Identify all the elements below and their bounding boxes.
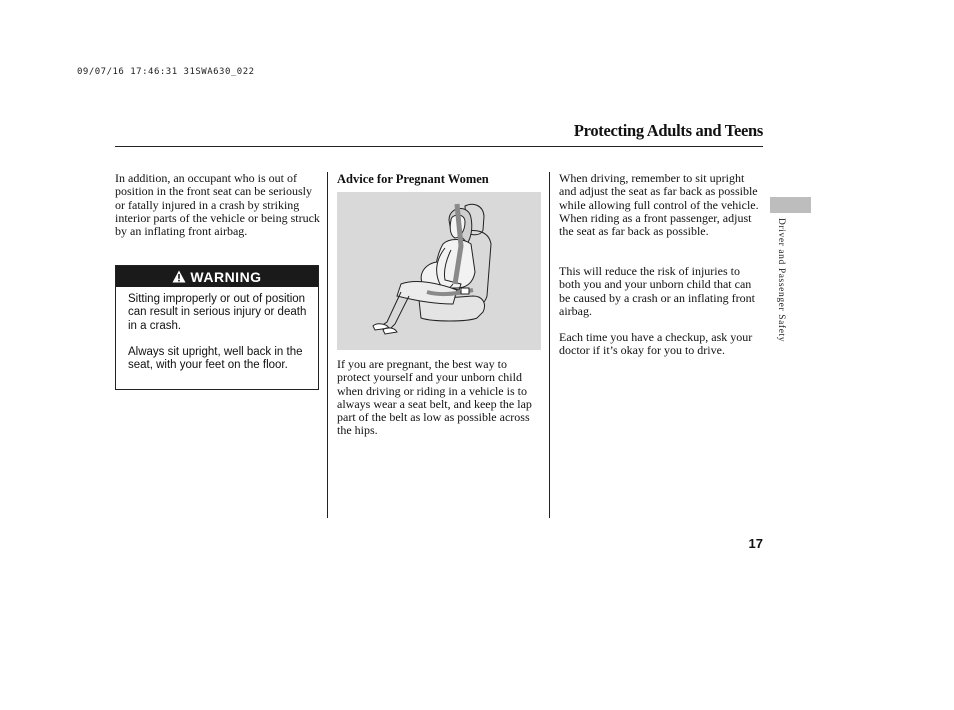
- page-number: 17: [748, 536, 763, 551]
- title-rule: [115, 146, 763, 147]
- warning-header: [116, 266, 318, 287]
- checkup-paragraph: Each time you have a checkup, ask your doctor if it’s okay for you to drive.: [559, 330, 753, 358]
- warning-text: [116, 293, 318, 372]
- column-divider-2: [549, 172, 550, 518]
- warning-box: [115, 265, 319, 390]
- section-heading: Advice for Pregnant Women: [337, 172, 489, 186]
- warning-label: WARNING: [190, 268, 262, 285]
- column-divider-1: [327, 172, 328, 518]
- intro-paragraph: In addition, an occupant who is out of position in the front seat can be seriously or fatally injured in a crash by striking interior parts of the vehicle or being struck by an inflating front airbag.: [115, 171, 320, 239]
- warning-triangle-icon: [172, 270, 186, 283]
- warning-paragraph: Sitting improperly or out of position can result in serious injury or death in a crash.: [128, 293, 307, 332]
- pregnant-woman-seatbelt-illustration: [337, 192, 541, 350]
- print-stamp: 09/07/16 17:46:31 31SWA630_022: [77, 67, 255, 77]
- section-tab-label: Driver and Passenger Safety: [776, 218, 786, 343]
- warning-paragraph: Always sit upright, well back in the seat, with your feet on the floor.: [128, 345, 303, 372]
- section-tab: [770, 197, 811, 213]
- page-title: Protecting Adults and Teens: [573, 121, 763, 140]
- pregnancy-paragraph: If you are pregnant, the best way to protect yourself and your unborn child when driving or riding in a vehicle is to always wear a seat belt, and keep the lap part of the belt as low as possible across the hips.: [337, 357, 532, 438]
- risk-paragraph: This will reduce the risk of injuries to both you and your unborn child that can be caused by a crash or an inflating front airbag.: [559, 264, 755, 318]
- driving-paragraph: When driving, remember to sit upright and adjust the seat as far back as possible while allowing full control of the vehicle. When riding as a front passenger, adjust the seat as far back as possible.: [559, 171, 759, 239]
